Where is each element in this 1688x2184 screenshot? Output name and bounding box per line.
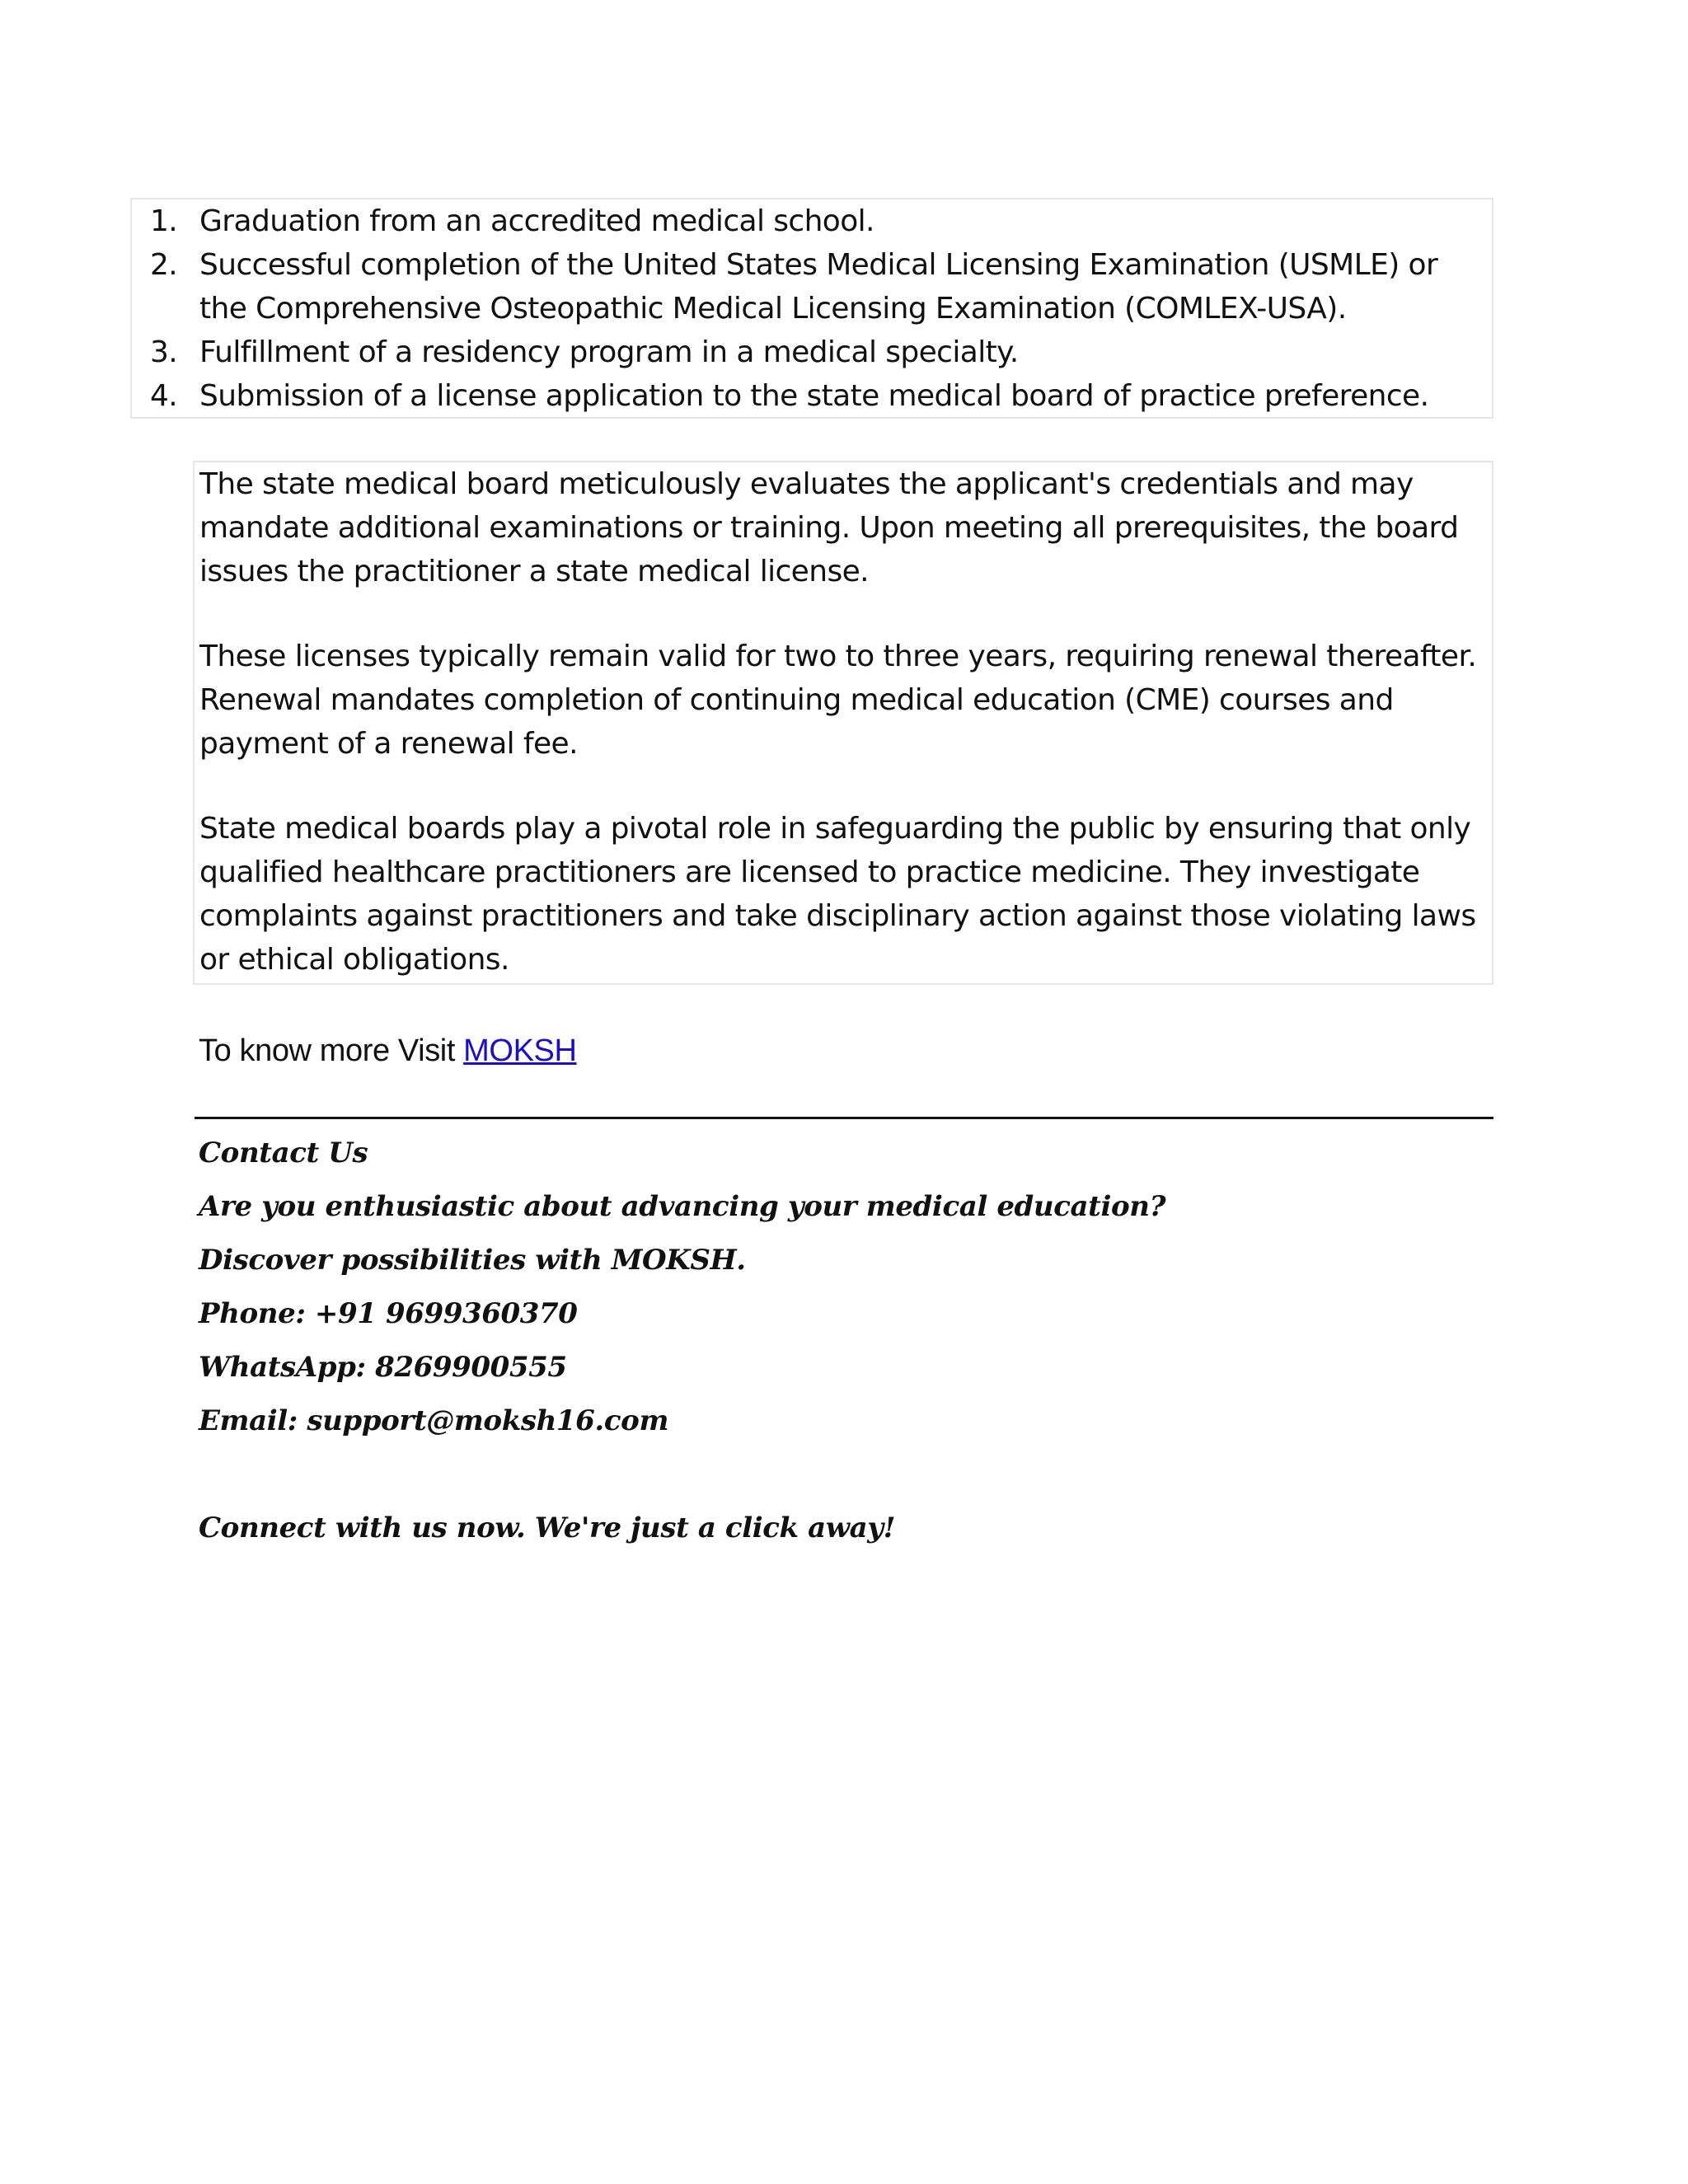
requirements-list — [132, 199, 1492, 418]
spacer — [199, 1448, 1484, 1502]
list-item-text: the Comprehensive Osteopathic Medical Licensing Examination (COMLEX-USA). — [199, 292, 1347, 326]
requirements-box — [130, 198, 1493, 419]
description-paragraph: The state medical board meticulously evaluates the applicant's credentials and may mandate additional examinations or training. Upon meeting all prerequisites, the board issues the practitioner a state medical license. — [199, 467, 1459, 588]
list-item-number: 1. — [150, 204, 178, 238]
contact-closing: Connect with us now. We're just a click away! — [199, 1511, 896, 1544]
list-item-number: 2. — [150, 248, 178, 282]
contact-discover: Discover possibilities with MOKSH. — [199, 1244, 746, 1277]
list-item-number: 4. — [150, 379, 178, 413]
description-box — [193, 461, 1493, 985]
contact-block — [199, 1127, 1484, 1555]
contact-email: Email: support@moksh16.com — [199, 1404, 669, 1437]
list-item-text: Submission of a license application to the state medical board of practice preference. — [199, 379, 1429, 413]
description-paragraph: These licenses typically remain valid for two to three years, requiring renewal thereafter. Renewal mandates completion of continuing medical education (CME) courses and payment of a renewal fee. — [199, 640, 1477, 761]
list-item-text: Fulfillment of a residency program in a medical specialty. — [199, 335, 1019, 369]
list-item — [132, 374, 1492, 418]
divider — [195, 1117, 1493, 1119]
list-item — [132, 330, 1492, 374]
list-item — [132, 243, 1492, 330]
list-item-text: Successful completion of the United States Medical Licensing Examination (USMLE) or — [199, 248, 1438, 282]
contact-whatsapp: WhatsApp: 8269900555 — [199, 1351, 567, 1384]
contact-question: Are you enthusiastic about advancing your medical education? — [199, 1190, 1166, 1223]
contact-phone: Phone: +91 9699360370 — [199, 1297, 578, 1330]
list-item — [132, 199, 1492, 243]
contact-heading: Contact Us — [199, 1137, 368, 1169]
list-item-number: 3. — [150, 335, 178, 369]
visit-prefix: To know more Visit — [199, 1033, 464, 1068]
visit-line — [199, 1031, 577, 1071]
description-paragraph: State medical boards play a pivotal role in safeguarding the public by ensuring that only qualified healthcare practitioners are licensed to practice medicine. They investigate complaints against practitioners and take disciplinary action against those violating laws or ethical obligations. — [199, 812, 1476, 977]
list-item-text: Graduation from an accredited medical school. — [199, 204, 874, 238]
moksh-link[interactable]: MOKSH — [463, 1033, 577, 1068]
